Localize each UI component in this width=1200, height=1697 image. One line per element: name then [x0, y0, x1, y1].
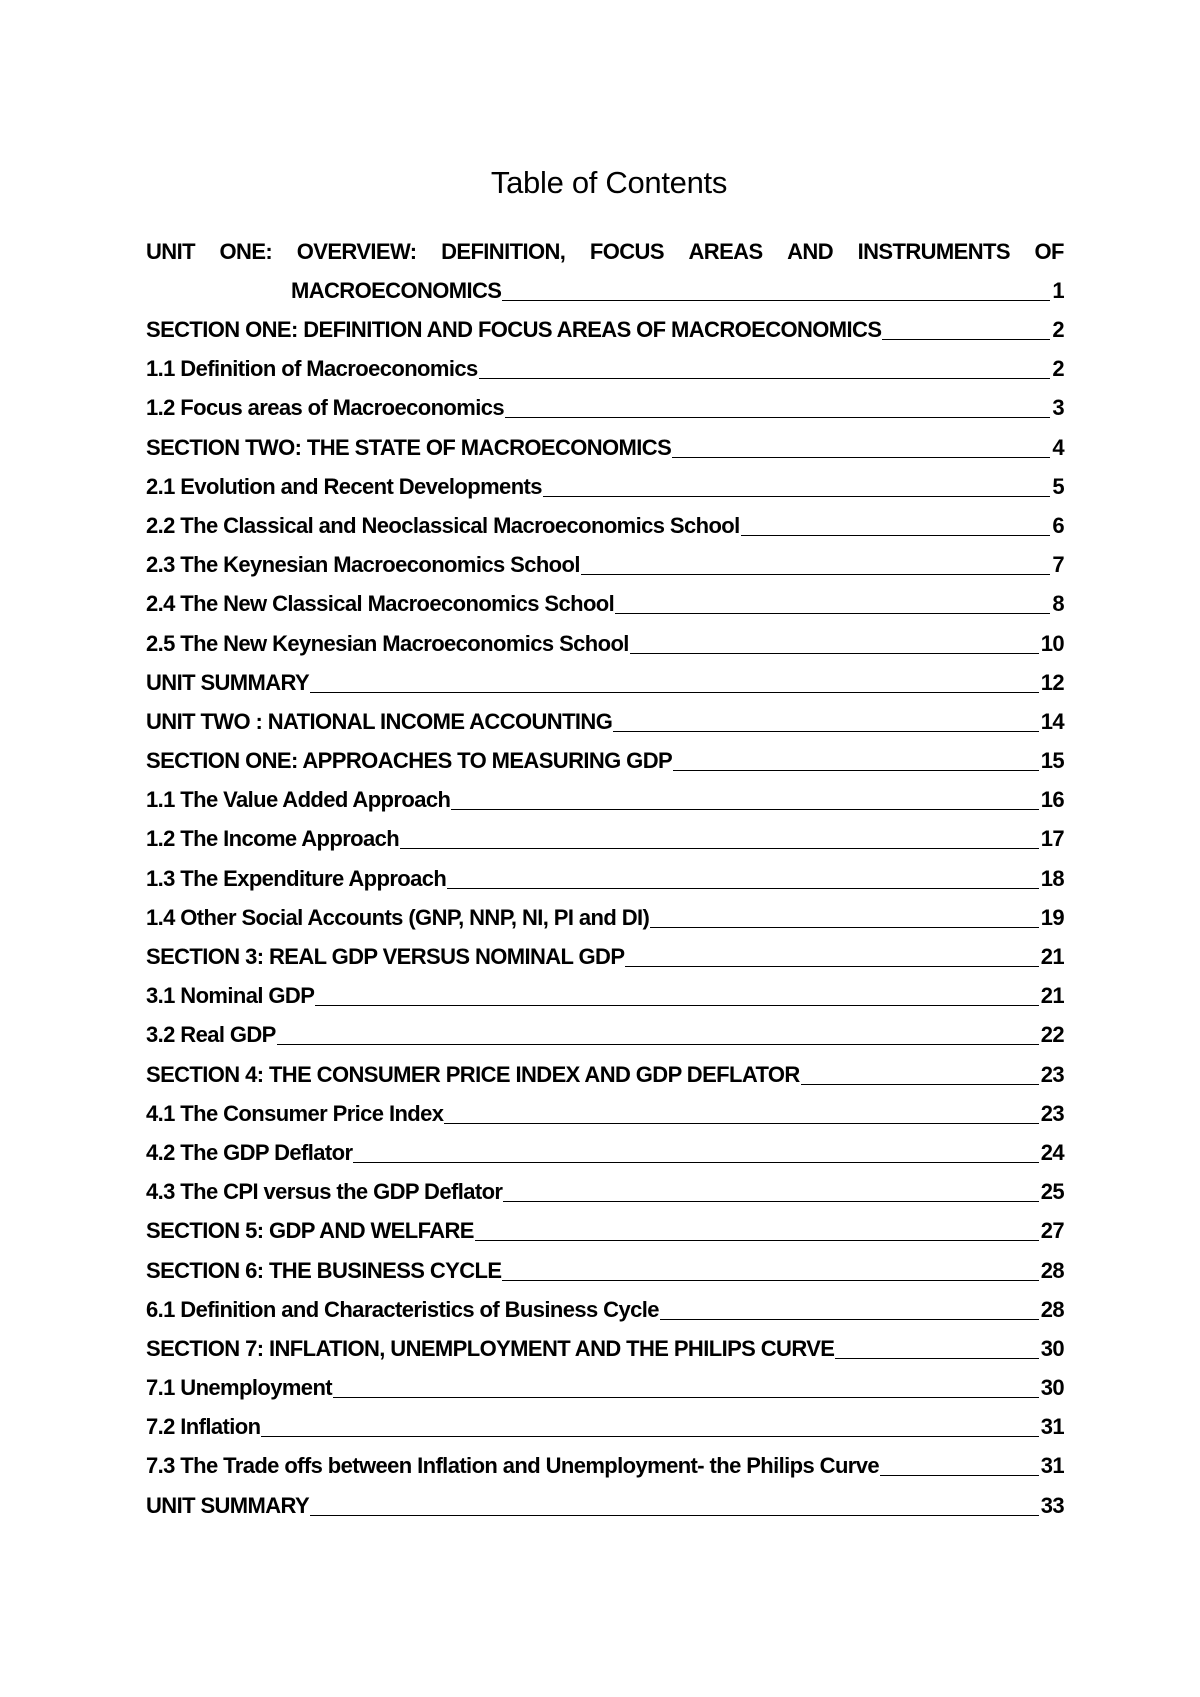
toc-entry-page: 17: [1040, 826, 1064, 852]
toc-entry-word: AND: [787, 239, 834, 264]
toc-entry[interactable]: [146, 859, 1064, 898]
toc-entry[interactable]: [146, 819, 1064, 858]
toc-entry[interactable]: [146, 467, 1064, 506]
toc-entry[interactable]: [146, 741, 1064, 780]
dot-leader: [315, 1005, 1038, 1006]
toc-entry-page: 30: [1040, 1375, 1064, 1401]
toc-entry-label: SECTION ONE: APPROACHES TO MEASURING GDP: [146, 748, 673, 774]
toc-entry-word: DEFINITION,: [441, 239, 566, 264]
toc-entry-page: 8: [1052, 591, 1064, 617]
toc-entry-label: SECTION 6: THE BUSINESS CYCLE: [146, 1257, 502, 1283]
dot-leader: [625, 966, 1038, 967]
toc-entry-label: SECTION ONE: DEFINITION AND FOCUS AREAS OF MACROECONOMICS: [146, 317, 882, 342]
toc-entry-word: ONE:: [219, 239, 273, 264]
dot-leader: [353, 1162, 1038, 1163]
dot-leader: [310, 1515, 1039, 1516]
dot-leader: [310, 692, 1039, 693]
toc-entry-page: 4: [1052, 434, 1064, 460]
toc-entry-word: FOCUS: [589, 239, 664, 264]
toc-entry-page: 7: [1052, 552, 1064, 578]
toc-entry-label: 1.4 Other Social Accounts (GNP, NNP, NI, PI and DI): [146, 904, 650, 930]
dot-leader: [475, 1240, 1039, 1241]
dot-leader: [505, 417, 1050, 418]
toc-entry[interactable]: [146, 780, 1064, 819]
toc-entry-label: 7.1 Unemployment: [146, 1375, 333, 1401]
toc-entry-page: 19: [1040, 904, 1064, 930]
dot-leader: [502, 1280, 1038, 1281]
toc-entry[interactable]: [146, 310, 1064, 349]
toc-entry-label: 2.2 The Classical and Neoclassical Macroeconomics School: [146, 512, 740, 538]
toc-entry-page: 14: [1040, 708, 1064, 734]
toc-entry-label: 2.1 Evolution and Recent Developments: [146, 473, 542, 499]
toc-entry-label: 2.5 The New Keynesian Macroeconomics School: [146, 630, 629, 656]
toc-entry[interactable]: [146, 1251, 1064, 1290]
toc-entry-label: 4.1 The Consumer Price Index: [146, 1100, 444, 1126]
toc-entry-label: SECTION 3: REAL GDP VERSUS NOMINAL GDP: [146, 944, 625, 969]
toc-entry-label: UNIT SUMMARY: [146, 669, 310, 695]
toc-entry-word: UNIT: [146, 239, 195, 264]
toc-entry-page: 10: [1040, 630, 1064, 656]
toc-entry-page: 21: [1040, 983, 1064, 1009]
toc-entry-first-line: [146, 232, 1064, 271]
toc-entry-label: 3.2 Real GDP: [146, 1022, 276, 1048]
toc-entry[interactable]: [146, 1368, 1064, 1407]
toc-entry-page: 23: [1040, 1100, 1064, 1126]
toc-entry-page: 30: [1040, 1335, 1064, 1361]
toc-entry-label: 7.2 Inflation: [146, 1414, 261, 1440]
toc-entry-word: OVERVIEW:: [296, 239, 417, 264]
toc-entry-label: 4.3 The CPI versus the GDP Deflator: [146, 1179, 503, 1205]
toc-entry-label: 6.1 Definition and Characteristics of Business Cycle: [146, 1296, 659, 1322]
toc-entry-unit-one[interactable]: [146, 232, 1064, 310]
dot-leader: [479, 378, 1051, 379]
toc-entry-page: 23: [1040, 1061, 1064, 1087]
dot-leader: [261, 1436, 1038, 1437]
dot-leader: [444, 1123, 1038, 1124]
toc-entry-label: MACROECONOMICS: [291, 278, 502, 303]
toc-entry[interactable]: [146, 663, 1064, 702]
dot-leader: [650, 927, 1038, 928]
dot-leader: [801, 1084, 1039, 1085]
toc-entry-page: 25: [1040, 1179, 1064, 1205]
toc-entry[interactable]: [146, 545, 1064, 584]
toc-entry-label: 3.1 Nominal GDP: [146, 983, 315, 1009]
toc-entry-page: 1: [1052, 278, 1064, 303]
toc-entry-label: 2.3 The Keynesian Macroeconomics School: [146, 552, 580, 578]
dot-leader: [503, 1201, 1038, 1202]
dot-leader: [630, 653, 1039, 654]
toc-entry-page: 31: [1040, 1453, 1064, 1479]
toc-entry-label: UNIT TWO : NATIONAL INCOME ACCOUNTING: [146, 708, 613, 734]
toc-entry[interactable]: [146, 1211, 1064, 1250]
dot-leader: [835, 1358, 1038, 1359]
dot-leader: [613, 731, 1038, 732]
dot-leader: [543, 496, 1050, 497]
toc-entry[interactable]: [146, 1329, 1064, 1368]
dot-leader: [880, 1475, 1039, 1476]
toc-entry-page: 22: [1040, 1022, 1064, 1048]
toc-list: [146, 232, 1064, 1525]
toc-entry-page: 33: [1040, 1492, 1064, 1518]
toc-entry[interactable]: [146, 624, 1064, 663]
toc-entry[interactable]: [146, 388, 1064, 427]
toc-entry-label: 1.2 Focus areas of Macroeconomics: [146, 395, 505, 421]
toc-entry[interactable]: [146, 702, 1064, 741]
toc-entry[interactable]: [146, 1486, 1064, 1525]
toc-entry-label: 2.4 The New Classical Macroeconomics School: [146, 591, 615, 617]
dot-leader: [277, 1044, 1039, 1045]
toc-entry-label: SECTION TWO: THE STATE OF MACROECONOMICS: [146, 434, 672, 460]
toc-entry[interactable]: [146, 1290, 1064, 1329]
page-title: Table of Contents: [490, 164, 728, 200]
toc-entry-label: UNIT SUMMARY: [146, 1492, 310, 1518]
toc-entry-word: INSTRUMENTS: [857, 239, 1010, 264]
toc-entry-page: 28: [1040, 1296, 1064, 1322]
toc-entry[interactable]: [146, 898, 1064, 937]
toc-entry-page: 15: [1040, 748, 1064, 774]
dot-leader: [581, 574, 1050, 575]
toc-entry-label: 1.1 The Value Added Approach: [146, 787, 451, 813]
toc-entry[interactable]: [146, 506, 1064, 545]
toc-entry[interactable]: [146, 1133, 1064, 1172]
toc-entry[interactable]: [146, 937, 1064, 976]
dot-leader: [672, 457, 1050, 458]
toc-entry[interactable]: [146, 1094, 1064, 1133]
toc-entry-page: 21: [1040, 944, 1064, 969]
toc-entry-page: 28: [1040, 1257, 1064, 1283]
toc-entry-page: 27: [1040, 1218, 1064, 1244]
toc-entry-label: SECTION 5: GDP AND WELFARE: [146, 1218, 474, 1244]
toc-entry-page: 16: [1040, 787, 1064, 813]
toc-entry-page: 5: [1052, 473, 1064, 499]
toc-entry-page: 2: [1052, 356, 1064, 382]
dot-leader: [741, 535, 1051, 536]
toc-entry-label: 1.2 The Income Approach: [146, 826, 400, 852]
toc-entry[interactable]: [146, 1055, 1064, 1094]
dot-leader: [615, 613, 1050, 614]
toc-entry[interactable]: [146, 976, 1064, 1015]
toc-entry[interactable]: [146, 1407, 1064, 1446]
toc-entry-label: 1.1 Definition of Macroeconomics: [146, 356, 478, 382]
toc-entry[interactable]: [146, 428, 1064, 467]
dot-leader: [447, 888, 1038, 889]
toc-entry-page: 6: [1052, 512, 1064, 538]
dot-leader: [451, 809, 1038, 810]
dot-leader: [660, 1319, 1039, 1320]
toc-entry[interactable]: [146, 349, 1064, 388]
dot-leader: [400, 848, 1039, 849]
toc-entry-page: 2: [1052, 317, 1064, 342]
toc-entry[interactable]: [146, 1446, 1064, 1485]
toc-entry[interactable]: [146, 1015, 1064, 1054]
toc-entry-page: 31: [1040, 1414, 1064, 1440]
toc-entry-continuation: [146, 271, 1064, 310]
toc-entry-page: 24: [1040, 1139, 1064, 1165]
dot-leader: [882, 339, 1050, 340]
toc-entry-label: 4.2 The GDP Deflator: [146, 1139, 353, 1165]
toc-entry[interactable]: [146, 1172, 1064, 1211]
dot-leader: [502, 300, 1050, 301]
toc-entry-page: 12: [1040, 669, 1064, 695]
toc-entry-label: SECTION 7: INFLATION, UNEMPLOYMENT AND THE PHILIPS CURVE: [146, 1335, 835, 1361]
toc-entry-word: OF: [1034, 239, 1064, 264]
toc-entry-word: AREAS: [688, 239, 763, 264]
toc-entry-page: 3: [1052, 395, 1064, 421]
toc-entry-label: 7.3 The Trade offs between Inflation and Unemployment- the Philips Curve: [146, 1453, 880, 1479]
toc-entry[interactable]: [146, 584, 1064, 623]
dot-leader: [673, 770, 1039, 771]
dot-leader: [333, 1397, 1039, 1398]
toc-entry-label: SECTION 4: THE CONSUMER PRICE INDEX AND GDP DEFLATOR: [146, 1061, 800, 1087]
toc-entry-label: 1.3 The Expenditure Approach: [146, 865, 447, 891]
toc-entry-page: 18: [1040, 865, 1064, 891]
